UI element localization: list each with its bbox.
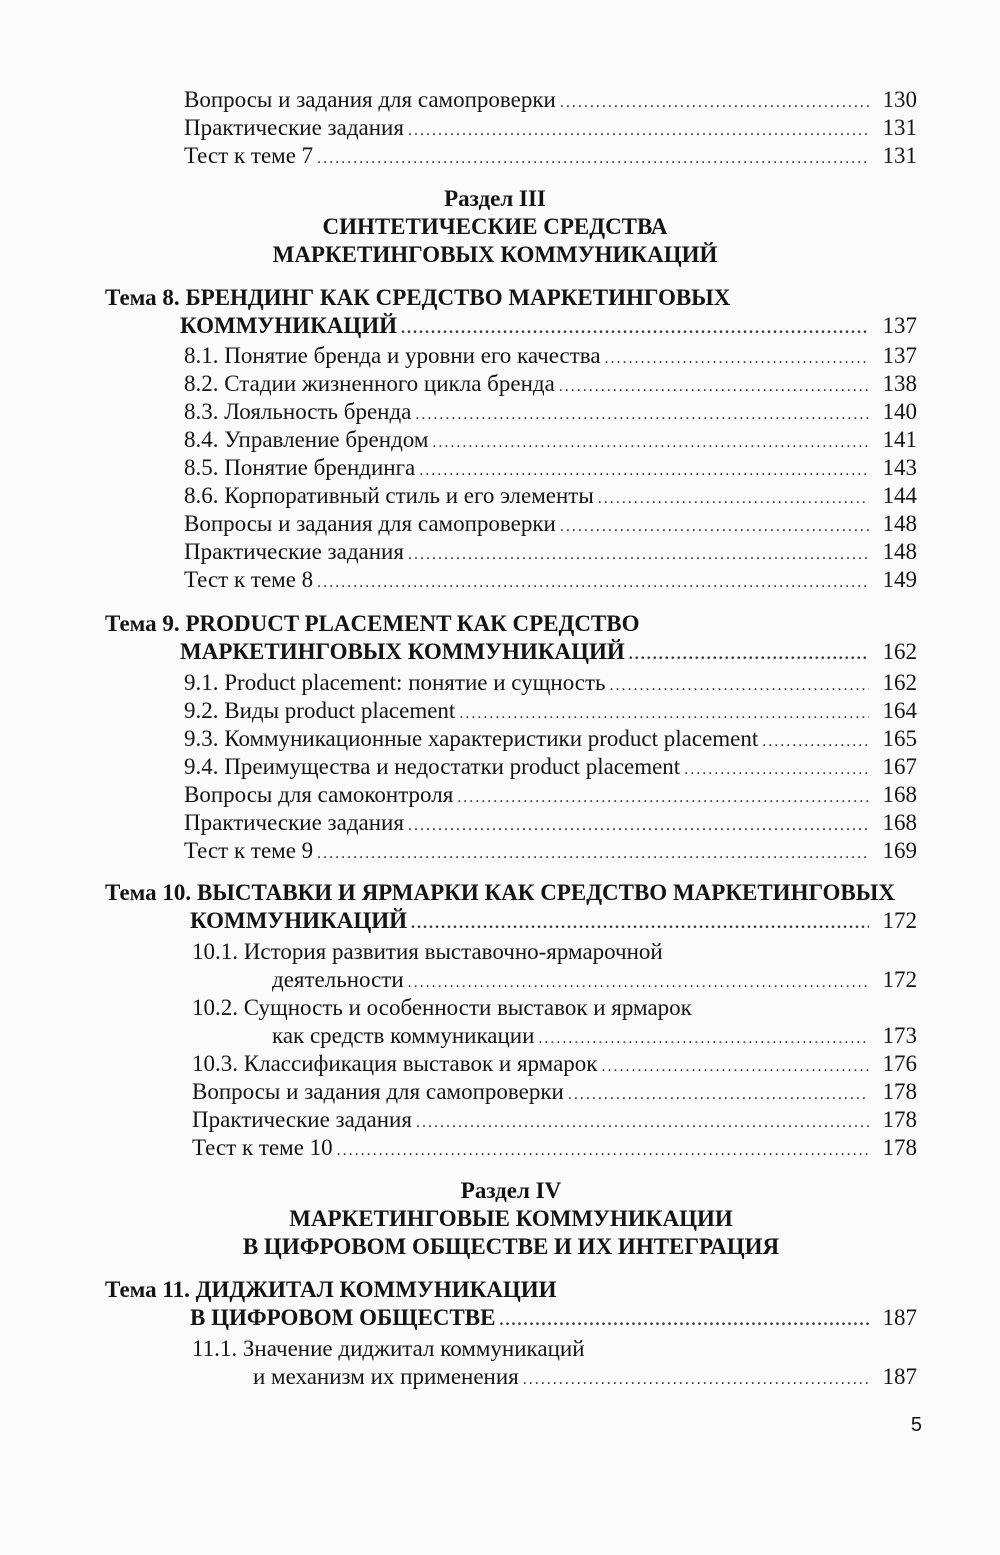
toc-entry xyxy=(184,114,917,142)
toc-entry xyxy=(184,669,917,697)
toc-entry xyxy=(184,398,917,426)
toc-entry xyxy=(192,1078,917,1106)
dot-leader xyxy=(317,569,869,597)
toc-entry xyxy=(184,753,917,781)
topic-heading-continued xyxy=(180,638,917,666)
toc-entry-title: Тест к теме 7 xyxy=(184,143,314,168)
topic-prefix: Тема 10. xyxy=(105,880,192,905)
toc-entry-page: 148 xyxy=(882,539,917,564)
dot-leader xyxy=(408,969,869,997)
toc-entry-title: Вопросы для самоконтроля xyxy=(184,782,454,807)
dot-leader xyxy=(415,401,869,429)
toc-entry-page: 162 xyxy=(882,670,917,695)
dot-leader xyxy=(601,1053,869,1081)
toc-entry-title: Практические задания xyxy=(192,1107,412,1132)
dot-leader xyxy=(605,345,869,373)
toc-entry xyxy=(192,1050,917,1078)
toc-entry-page: 164 xyxy=(882,698,917,723)
section-label: Раздел III xyxy=(444,186,546,211)
toc-entry xyxy=(272,966,917,994)
topic-title: ВЫСТАВКИ И ЯРМАРКИ КАК СРЕДСТВО МАРКЕТИНГОВЫХ xyxy=(196,880,895,905)
topic-heading xyxy=(105,1276,557,1304)
dot-leader xyxy=(560,89,869,117)
dot-leader xyxy=(499,1307,869,1335)
section-label: Раздел IV xyxy=(460,1178,562,1203)
dot-leader xyxy=(411,910,869,938)
topic-heading xyxy=(105,610,640,638)
topic-page: 162 xyxy=(882,639,917,664)
toc-entry-title: Вопросы и задания для самопроверки xyxy=(192,1079,564,1104)
toc-entry-title: 9.2. Виды product placement xyxy=(184,698,456,723)
topic-heading-continued xyxy=(190,907,917,935)
toc-entry xyxy=(184,482,917,510)
dot-leader xyxy=(457,784,869,812)
toc-entry xyxy=(184,837,917,865)
dot-leader xyxy=(598,485,869,513)
toc-entry-page: 137 xyxy=(882,343,917,368)
toc-entry-title: 9.3. Коммуникационные характеристики product placement xyxy=(184,726,759,751)
toc-entry-page: 138 xyxy=(882,371,917,396)
dot-leader xyxy=(523,1366,869,1394)
toc-entry-page: 141 xyxy=(882,427,917,452)
toc-entry-page: 149 xyxy=(882,567,917,592)
topic-heading-continued xyxy=(180,312,917,340)
toc-entry xyxy=(184,538,917,566)
topic-prefix: Тема 9. xyxy=(105,611,180,636)
topic-title: БРЕНДИНГ КАК СРЕДСТВО МАРКЕТИНГОВЫХ xyxy=(185,285,731,310)
toc-entry xyxy=(184,454,917,482)
toc-entry-title: Тест к теме 10 xyxy=(192,1135,333,1160)
toc-entry xyxy=(184,781,917,809)
dot-leader xyxy=(408,117,869,145)
toc-entry xyxy=(184,725,917,753)
toc-entry-page: 140 xyxy=(882,399,917,424)
toc-entry-page: 168 xyxy=(882,782,917,807)
section-title: СИНТЕТИЧЕСКИЕ СРЕДСТВА xyxy=(322,214,668,239)
dot-leader xyxy=(337,1137,869,1165)
toc-entry-title: 10.2. Сущность и особенности выставок и ярмарок xyxy=(192,995,692,1020)
section-title: В ЦИФРОВОМ ОБЩЕСТВЕ И ИХ ИНТЕГРАЦИЯ xyxy=(242,1234,780,1259)
toc-entry-page: 187 xyxy=(882,1364,917,1389)
topic-prefix: Тема 11. xyxy=(105,1277,190,1302)
toc-entry-title: 10.3. Классификация выставок и ярмарок xyxy=(192,1051,598,1076)
toc-entry-title: 8.2. Стадии жизненного цикла бренда xyxy=(184,371,555,396)
topic-title: В ЦИФРОВОМ ОБЩЕСТВЕ xyxy=(190,1305,496,1330)
page-number: 5 xyxy=(910,1414,922,1436)
toc-entry-title: 8.6. Корпоративный стиль и его элементы xyxy=(184,483,594,508)
toc-entry-page: 178 xyxy=(882,1079,917,1104)
toc-entry-page: 173 xyxy=(882,1023,917,1048)
toc-entry-page: 148 xyxy=(882,511,917,536)
toc-entry-title: Вопросы и задания для самопроверки xyxy=(184,87,556,112)
toc-entry-title: 8.1. Понятие бренда и уровни его качества xyxy=(184,343,601,368)
toc-entry xyxy=(184,697,917,725)
toc-entry-page: 172 xyxy=(882,967,917,992)
toc-entry-title: 10.1. История развития выставочно-ярмарочной xyxy=(192,939,663,964)
dot-leader xyxy=(559,373,869,401)
toc-entry-page: 176 xyxy=(882,1051,917,1076)
toc-entry xyxy=(184,142,917,170)
toc-entry-page: 144 xyxy=(882,483,917,508)
toc-entry-title: 8.3. Лояльность бренда xyxy=(184,399,412,424)
topic-page: 137 xyxy=(882,313,917,338)
toc-entry-page: 143 xyxy=(882,455,917,480)
toc-entry-page: 131 xyxy=(882,143,917,168)
toc-entry-page: 131 xyxy=(882,115,917,140)
toc-entry-title: Практические задания xyxy=(184,539,404,564)
toc-entry-page: 178 xyxy=(882,1135,917,1160)
toc-entry-title: 8.4. Управление брендом xyxy=(184,427,429,452)
toc-entry xyxy=(272,1022,917,1050)
topic-title: PRODUCT PLACEMENT КАК СРЕДСТВО xyxy=(185,611,640,636)
topic-heading xyxy=(105,284,730,312)
topic-title: КОММУНИКАЦИЙ xyxy=(190,908,408,933)
toc-entry xyxy=(253,1363,917,1391)
dot-leader xyxy=(317,145,869,173)
toc-entry xyxy=(184,809,917,837)
topic-heading-continued xyxy=(190,1304,917,1332)
dot-leader xyxy=(408,812,869,840)
toc-entry xyxy=(192,1106,917,1134)
toc-entry-title: Тест к теме 9 xyxy=(184,838,314,863)
toc-entry-title: 8.5. Понятие брендинга xyxy=(184,455,416,480)
topic-prefix: Тема 8. xyxy=(105,285,180,310)
dot-leader xyxy=(416,1109,869,1137)
section-title: МАРКЕТИНГОВЫХ КОММУНИКАЦИЙ xyxy=(272,242,718,267)
toc-entry-page: 165 xyxy=(882,726,917,751)
topic-heading xyxy=(105,879,895,907)
toc-entry-title: 9.1. Product placement: понятие и сущность xyxy=(184,670,606,695)
dot-leader xyxy=(568,1081,869,1109)
topic-page: 187 xyxy=(882,1305,917,1330)
dot-leader xyxy=(459,700,869,728)
toc-entry xyxy=(192,1134,917,1162)
toc-entry-title: Практические задания xyxy=(184,810,404,835)
topic-title: ДИДЖИТАЛ КОММУНИКАЦИИ xyxy=(195,1277,557,1302)
toc-entry xyxy=(184,426,917,454)
toc-entry xyxy=(184,566,917,594)
toc-entry-page: 169 xyxy=(882,838,917,863)
dot-leader xyxy=(432,429,869,457)
dot-leader xyxy=(629,641,869,669)
toc-entry xyxy=(184,370,917,398)
toc-entry-title: Тест к теме 8 xyxy=(184,567,314,592)
topic-page: 172 xyxy=(882,908,917,933)
toc-entry-title: и механизм их применения xyxy=(253,1364,519,1389)
dot-leader xyxy=(684,756,869,784)
toc-entry xyxy=(184,510,917,538)
dot-leader xyxy=(419,457,869,485)
dot-leader xyxy=(762,728,869,756)
dot-leader xyxy=(401,315,869,343)
topic-title: КОММУНИКАЦИЙ xyxy=(180,313,398,338)
toc-entry-page: 178 xyxy=(882,1107,917,1132)
toc-entry-title: Практические задания xyxy=(184,115,404,140)
toc-entry-title: как средств коммуникации xyxy=(272,1023,535,1048)
section-title: МАРКЕТИНГОВЫЕ КОММУНИКАЦИИ xyxy=(289,1206,733,1231)
toc-entry-page: 168 xyxy=(882,810,917,835)
toc-entry-title: деятельности xyxy=(272,967,404,992)
topic-title: МАРКЕТИНГОВЫХ КОММУНИКАЦИЙ xyxy=(180,639,625,664)
toc-entry xyxy=(184,342,917,370)
toc-entry-title: Вопросы и задания для самопроверки xyxy=(184,511,556,536)
dot-leader xyxy=(408,541,869,569)
toc-entry xyxy=(184,86,917,114)
dot-leader xyxy=(317,840,869,868)
toc-entry-page: 167 xyxy=(882,754,917,779)
toc-entry-title: 9.4. Преимущества и недостатки product placement xyxy=(184,754,681,779)
dot-leader xyxy=(560,513,869,541)
toc-entry-page: 130 xyxy=(882,87,917,112)
toc-entry-title: 11.1. Значение диджитал коммуникаций xyxy=(192,1336,585,1361)
dot-leader xyxy=(538,1025,869,1053)
dot-leader xyxy=(610,672,869,700)
